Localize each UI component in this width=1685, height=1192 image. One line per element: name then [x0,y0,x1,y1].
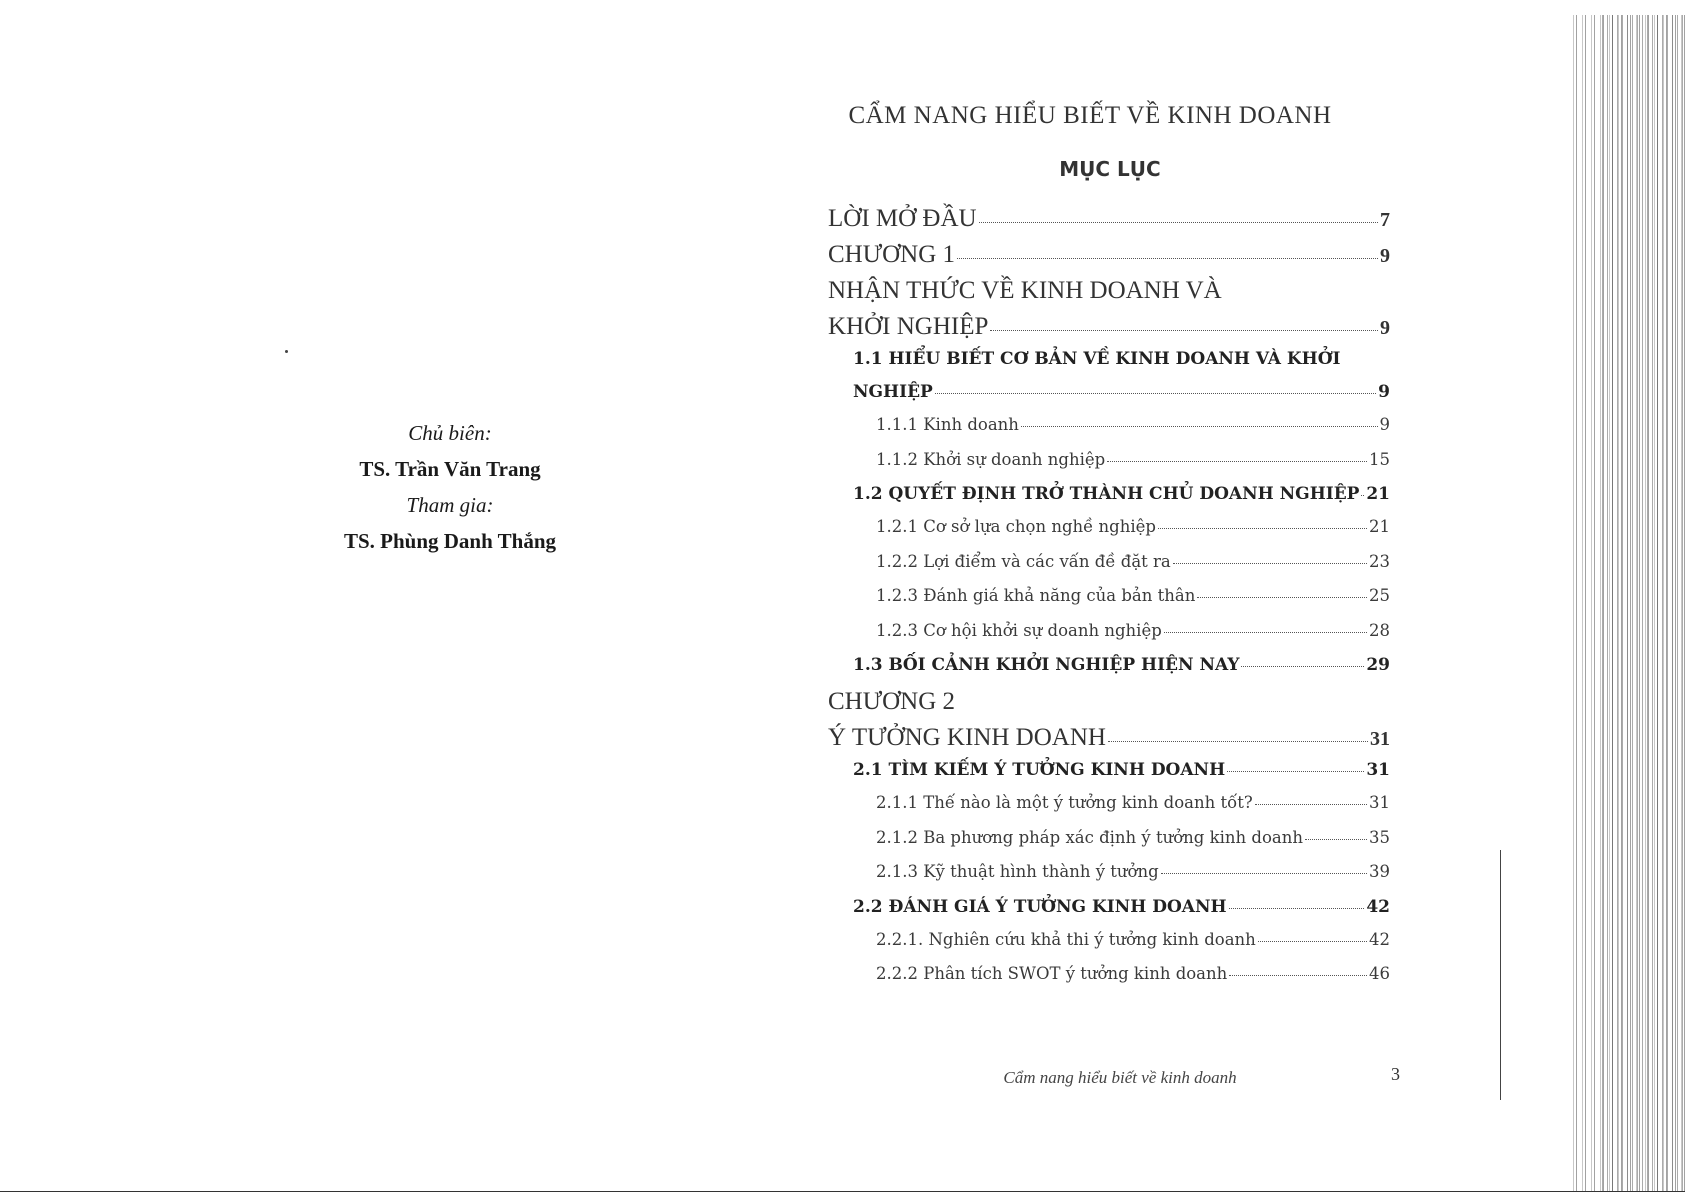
author-credits [300,415,600,559]
toc-entry [828,760,1390,793]
toc-leader-dots [957,258,1378,259]
toc-entry-page: 42 [1369,929,1390,949]
toc-entry-title: 1.2.3 Cơ hội khởi sự doanh nghiệp [876,620,1162,640]
toc-entry-title: CHƯƠNG 1 [828,241,956,268]
toc-entry-title: 2.1.3 Kỹ thuật hình thành ý tưởng [876,862,1159,881]
toc-entry-title: 1.1.1 Kinh doanh [876,415,1019,434]
toc-entry-page: 7 [1380,209,1390,231]
book-title: CẨM NANG HIỂU BIẾT VỀ KINH DOANH [848,102,1332,129]
toc-entry-title: 1.1 HIỂU BIẾT CƠ BẢN VỀ KINH DOANH VÀ KHỞI [853,349,1341,369]
toc-entry [828,724,1390,760]
toc-entry [828,241,1390,277]
toc-entry-page: 42 [1366,896,1390,917]
toc-entry [828,655,1390,688]
toc-leader-dots [979,222,1378,223]
toc-entry-page: 23 [1369,551,1390,571]
toc-leader-dots [1173,563,1367,564]
toc-entry-page: 15 [1369,449,1390,469]
toc-heading: MỤC LỤC [1059,157,1161,181]
toc-entry-page: 9 [1380,317,1390,339]
toc-entry-title: 2.2 ĐÁNH GIÁ Ý TƯỞNG KINH DOANH [853,896,1227,917]
toc-entry [828,793,1390,828]
toc-entry-page: 9 [1379,415,1390,434]
table-of-contents [828,205,1390,999]
toc-leader-dots [1305,839,1367,840]
toc-entry-page: 31 [1369,793,1390,812]
toc-entry-title: Ý TƯỞNG KINH DOANH [828,724,1106,751]
toc-entry-page: 31 [1370,728,1390,750]
toc-leader-dots [1107,461,1367,462]
toc-entry-page: 21 [1366,484,1390,504]
running-footer: Cẩm nang hiểu biết về kinh doanh [1003,1068,1237,1087]
toc-entry-title: 2.1 TÌM KIẾM Ý TƯỞNG KINH DOANH [853,760,1226,780]
toc-entry [828,552,1390,587]
participant-role: Tham gia: [406,493,494,517]
scan-edge-artifact-inner [1600,15,1685,1192]
editor-name: TS. Trần Văn Trang [359,457,541,481]
toc-leader-dots [1164,632,1367,633]
toc-entry-title: 2.2.2 Phân tích SWOT ý tưởng kinh doanh [876,964,1228,983]
toc-entry [828,313,1390,349]
toc-leader-dots [1229,908,1365,909]
scan-edge-line [1500,850,1501,1100]
toc-entry [828,586,1390,621]
toc-entry [828,205,1390,241]
toc-entry [828,484,1390,517]
toc-entry [828,828,1390,863]
toc-entry [828,517,1390,552]
toc-leader-dots [1108,741,1368,742]
toc-entry [828,930,1390,965]
toc-entry-title: NGHIỆP [853,382,933,402]
toc-entry [828,349,1390,382]
toc-entry-page: 39 [1369,862,1390,881]
toc-leader-dots [1241,666,1364,667]
toc-entry-page: 35 [1369,827,1390,847]
toc-entry [828,277,1390,313]
toc-entry [828,897,1390,930]
toc-entry-title: 1.1.2 Khởi sự doanh nghiệp [876,449,1106,469]
toc-entry-title: 2.2.1. Nghiên cứu khả thi ý tưởng kinh doanh [876,929,1256,949]
toc-entry [828,964,1390,999]
toc-entry-page: 9 [1380,245,1390,267]
toc-entry-title: 1.2.2 Lợi điểm và các vấn đề đặt ra [876,551,1171,571]
toc-entry-title: 1.2 QUYẾT ĐỊNH TRỞ THÀNH CHỦ DOANH NGHIỆP [853,484,1360,504]
toc-entry [828,382,1390,415]
toc-entry [828,450,1390,485]
toc-entry-title: 1.2.3 Đánh giá khả năng của bản thân [876,586,1196,605]
toc-leader-dots [1161,873,1367,874]
toc-entry-title: NHẬN THỨC VỀ KINH DOANH VÀ [828,277,1222,304]
toc-entry-page: 31 [1366,760,1390,780]
page-number: 3 [1391,1064,1400,1084]
toc-entry [828,688,1390,724]
toc-entry-title: 2.1.1 Thế nào là một ý tưởng kinh doanh tốt? [876,793,1253,812]
toc-entry [828,862,1390,897]
toc-entry-page: 29 [1366,655,1390,675]
toc-leader-dots [1197,597,1367,598]
toc-leader-dots [935,393,1376,394]
toc-entry [828,415,1390,450]
toc-entry-title: LỜI MỞ ĐẦU [828,205,977,232]
toc-leader-dots [1021,426,1378,427]
participant-name: TS. Phùng Danh Thắng [343,529,557,553]
toc-entry-title: CHƯƠNG 2 [828,688,956,715]
toc-leader-dots [990,330,1378,331]
toc-entry-title: KHỞI NGHIỆP [828,313,989,340]
toc-leader-dots [1258,941,1367,942]
toc-leader-dots [1361,495,1364,496]
toc-entry-page: 46 [1369,964,1390,983]
toc-leader-dots [1255,804,1367,805]
toc-entry-page: 21 [1369,517,1390,536]
toc-entry-page: 9 [1378,382,1390,402]
toc-leader-dots [1229,975,1367,976]
editor-role: Chủ biên: [408,421,492,445]
toc-entry-page: 25 [1369,586,1390,605]
toc-entry-title: 1.3 BỐI CẢNH KHỞI NGHIỆP HIỆN NAY [853,655,1240,675]
toc-entry-title: 1.2.1 Cơ sở lựa chọn nghề nghiệp [876,517,1156,536]
toc-entry-page: 28 [1369,620,1390,640]
toc-leader-dots [1227,771,1364,772]
toc-entry-title: 2.1.2 Ba phương pháp xác định ý tưởng kinh doanh [876,827,1303,847]
toc-leader-dots [1158,528,1367,529]
toc-entry [828,621,1390,656]
scan-speck [285,350,288,353]
